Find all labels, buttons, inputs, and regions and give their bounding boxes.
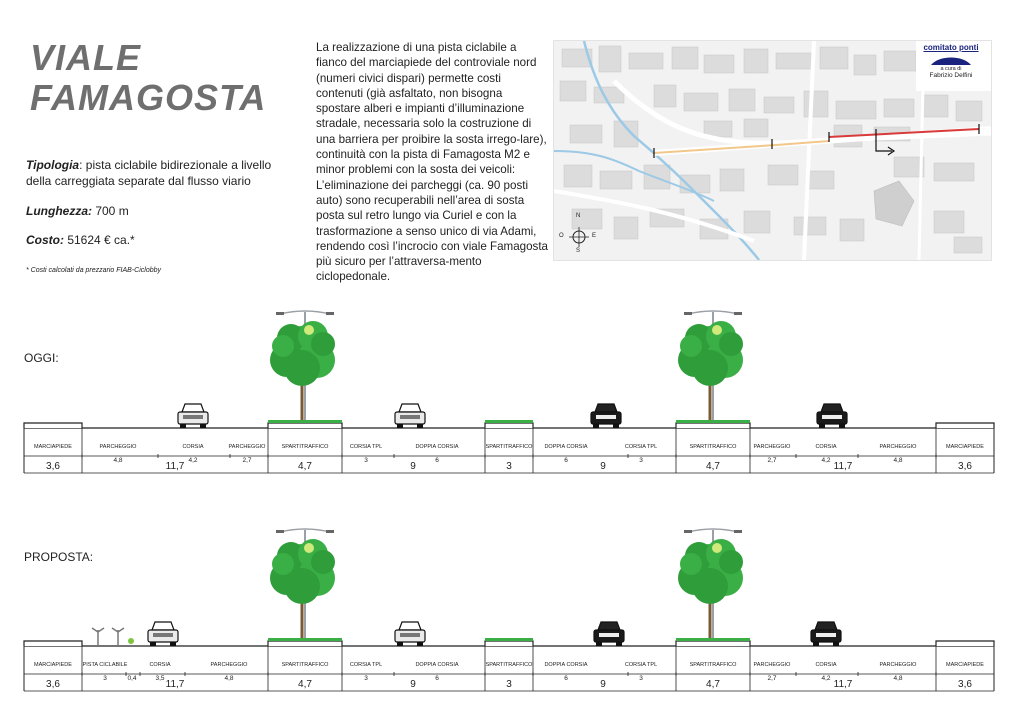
oggi-label: OGGI: — [24, 351, 59, 365]
oggi-tree-highlight-0 — [304, 325, 314, 335]
compass-n: N — [576, 213, 581, 219]
proposta-curb-block-2 — [485, 641, 533, 646]
proposta-tree-foliage-1-5 — [692, 568, 728, 604]
proposta-tree-foliage-0-6 — [272, 553, 294, 575]
oggi-segment-name-6: DOPPIA CORSIA — [415, 444, 459, 450]
oggi-car-wheel-right-3 — [839, 424, 845, 428]
proposta-car-wheel-left-3 — [813, 642, 819, 646]
costo-label: Costo: — [26, 233, 64, 247]
oggi-car-cabin-2 — [595, 404, 617, 412]
proposta-segment-width-12: 2,7 — [767, 675, 777, 682]
oggi-segment-width-1: 4,8 — [113, 457, 123, 464]
oggi-lamp-head-left-1 — [684, 312, 692, 315]
oggi-total-width-1: 11,7 — [165, 461, 185, 472]
oggi-curb-block-1 — [268, 423, 342, 428]
compass-e: E — [592, 233, 597, 239]
oggi-car-wheel-left-3 — [819, 424, 825, 428]
proposta-segment-name-6: CORSIA TPL — [349, 662, 383, 668]
oggi-segment-width-8: 6 — [564, 457, 568, 464]
oggi-car-wheel-right-1 — [417, 424, 423, 428]
oggi-segment-name-1: PARCHEGGIO — [99, 444, 137, 450]
proposta-lamp-head-right-1 — [734, 530, 742, 533]
oggi-segment-name-10: SPARTITRAFFICO — [689, 444, 737, 450]
oggi-car-wheel-left-1 — [397, 424, 403, 428]
oggi-total-width-5: 9 — [600, 461, 606, 472]
oggi-car-grille-0 — [183, 415, 203, 419]
oggi-curb-block-2 — [485, 423, 533, 428]
oggi-curb-block-4 — [936, 423, 994, 428]
oggi-total-width-3: 9 — [410, 461, 416, 472]
proposta-segment-width-6: 3 — [364, 675, 368, 682]
proposta-segment-name-15: MARCIAPIEDE — [946, 662, 984, 668]
proposta-car-grille-1 — [400, 633, 420, 637]
oggi-total-width-4: 3 — [506, 461, 512, 472]
proposta-segment-name-1: PISTA CICLABILE — [82, 662, 128, 668]
proposta-car-cabin-2 — [598, 622, 620, 630]
proposta-median-grass-2 — [676, 638, 750, 641]
oggi-lamp-head-right-0 — [326, 312, 334, 315]
proposta-lamp-head-left-1 — [684, 530, 692, 533]
proposta-curb-block-0 — [24, 641, 82, 646]
lunghezza-label: Lunghezza: — [26, 204, 92, 218]
proposta-total-width-7: 11,7 — [833, 679, 853, 690]
oggi-segment-name-3: PARCHEGGIO — [228, 444, 266, 450]
oggi-curb-block-0 — [24, 423, 82, 428]
proposta-segment-width-1: 3 — [103, 675, 107, 682]
proposta-segment-name-13: CORSIA — [815, 662, 837, 668]
proposta-total-width-0: 3,6 — [46, 679, 60, 690]
proposta-median-grass-0 — [268, 638, 342, 641]
costo-value: 51624 € ca.* — [64, 233, 135, 247]
oggi-tree-highlight-1 — [712, 325, 722, 335]
oggi-car-wheel-left-2 — [593, 424, 599, 428]
proposta-label: PROPOSTA: — [24, 550, 94, 564]
oggi-total-width-0: 3,6 — [46, 461, 60, 472]
oggi-segment-name-13: PARCHEGGIO — [879, 444, 917, 450]
proposta-tree-highlight-1 — [712, 543, 722, 553]
proposta-segment-width-9: 6 — [564, 675, 568, 682]
proposta-car-wheel-right-1 — [417, 642, 423, 646]
oggi-tree-foliage-0-5 — [284, 350, 320, 386]
proposta-car-grille-2 — [599, 633, 619, 637]
proposta-segment-width-13: 4,2 — [821, 675, 831, 682]
oggi-segment-width-13: 4,8 — [893, 457, 903, 464]
tipologia-text: : pista ciclabile bidirezionale a livello della carreggiata separate dal flusso viario — [26, 158, 272, 188]
proposta-curb-block-1 — [268, 641, 342, 646]
oggi-car-cabin-3 — [821, 404, 843, 412]
oggi-car-cabin-0 — [182, 404, 204, 412]
proposta-car-wheel-left-1 — [397, 642, 403, 646]
bridge-logo-icon — [931, 55, 971, 65]
oggi-median-grass-0 — [268, 420, 342, 423]
oggi-total-width-7: 11,7 — [833, 461, 853, 472]
oggi-segment-width-3: 2,7 — [242, 457, 252, 464]
proposta-segment-width-10: 3 — [639, 675, 643, 682]
brand-sub1: a cura di — [940, 66, 962, 72]
oggi-segment-name-9: CORSIA TPL — [624, 444, 658, 450]
proposta-car-grille-0 — [153, 633, 173, 637]
oggi-segment-width-9: 3 — [639, 457, 643, 464]
title-line-1: VIALE — [30, 37, 142, 78]
costo — [26, 232, 135, 248]
oggi-median-grass-1 — [485, 420, 533, 423]
proposta-car-cabin-1 — [399, 622, 421, 630]
proposta-segment-name-10: CORSIA TPL — [624, 662, 658, 668]
proposta-car-wheel-right-0 — [170, 642, 176, 646]
oggi-segment-name-8: DOPPIA CORSIA — [544, 444, 588, 450]
proposta-segment-width-3: 3,5 — [155, 675, 165, 682]
oggi-tree-foliage-1-7 — [719, 332, 743, 356]
proposta-total-width-4: 3 — [506, 679, 512, 690]
proposta-total-width-6: 4,7 — [706, 679, 720, 690]
oggi-segment-name-2: CORSIA — [182, 444, 204, 450]
oggi-segment-name-4: SPARTITRAFFICO — [281, 444, 329, 450]
oggi-tree-foliage-1-5 — [692, 350, 728, 386]
oggi-tree-foliage-1-6 — [680, 335, 702, 357]
lunghezza-value: 700 m — [92, 204, 129, 218]
brand-logo — [918, 43, 984, 79]
oggi-lamp-head-left-0 — [276, 312, 284, 315]
proposta-car-wheel-right-2 — [616, 642, 622, 646]
oggi-segment-width-2: 4,2 — [188, 457, 198, 464]
tipologia — [26, 157, 276, 189]
proposta-car-grille-3 — [816, 633, 836, 637]
oggi-segment-name-12: CORSIA — [815, 444, 837, 450]
proposta-car-wheel-left-2 — [596, 642, 602, 646]
oggi-segment-name-5: CORSIA TPL — [349, 444, 383, 450]
proposta-segment-name-11: SPARTITRAFFICO — [689, 662, 737, 668]
oggi-segment-width-6: 6 — [435, 457, 439, 464]
proposta-curb-block-3 — [676, 641, 750, 646]
proposta-segment-name-0: MARCIAPIEDE — [34, 662, 72, 668]
proposta-cross-section — [0, 518, 1024, 698]
oggi-tree-foliage-0-6 — [272, 335, 294, 357]
proposta-total-width-5: 9 — [600, 679, 606, 690]
compass-s: S — [576, 248, 581, 254]
oggi-curb-block-3 — [676, 423, 750, 428]
proposta-car-cabin-3 — [815, 622, 837, 630]
proposta-total-width-3: 9 — [410, 679, 416, 690]
proposta-car-wheel-left-0 — [150, 642, 156, 646]
proposta-segment-name-5: SPARTITRAFFICO — [281, 662, 329, 668]
proposta-segment-width-4: 4,8 — [224, 675, 234, 682]
oggi-segment-name-7: SPARTITRAFFICO — [485, 444, 533, 450]
proposta-segment-name-12: PARCHEGGIO — [753, 662, 791, 668]
proposta-segment-width-7: 6 — [435, 675, 439, 682]
proposta-segment-name-3: CORSIA — [149, 662, 171, 668]
oggi-car-cabin-1 — [399, 404, 421, 412]
oggi-car-wheel-left-0 — [180, 424, 186, 428]
proposta-tree-foliage-0-7 — [311, 550, 335, 574]
oggi-segment-name-11: PARCHEGGIO — [753, 444, 791, 450]
proposta-car-cabin-0 — [152, 622, 174, 630]
proposta-segment-name-8: SPARTITRAFFICO — [485, 662, 533, 668]
proposta-curb-block-4 — [936, 641, 994, 646]
oggi-median-grass-2 — [676, 420, 750, 423]
proposta-total-width-8: 3,6 — [958, 679, 972, 690]
oggi-segment-width-11: 2,7 — [767, 457, 777, 464]
proposta-segment-name-7: DOPPIA CORSIA — [415, 662, 459, 668]
oggi-segment-name-0: MARCIAPIEDE — [34, 444, 72, 450]
oggi-total-width-8: 3,6 — [958, 461, 972, 472]
page-title — [30, 38, 266, 118]
cost-note: * Costi calcolati da prezzario FIAB-Ciclobby — [26, 267, 161, 274]
oggi-total-width-2: 4,7 — [298, 461, 312, 472]
brand-sub2: Fabrizio Delfini — [929, 72, 973, 79]
proposta-total-width-2: 4,7 — [298, 679, 312, 690]
proposta-segment-name-9: DOPPIA CORSIA — [544, 662, 588, 668]
proposta-bollard-plant — [128, 638, 134, 644]
proposta-car-wheel-right-3 — [833, 642, 839, 646]
oggi-car-wheel-right-2 — [613, 424, 619, 428]
compass-o: O — [559, 233, 564, 239]
proposta-lamp-head-right-0 — [326, 530, 334, 533]
proposta-total-width-1: 11,7 — [165, 679, 185, 690]
oggi-segment-name-14: MARCIAPIEDE — [946, 444, 984, 450]
proposta-segment-name-14: PARCHEGGIO — [879, 662, 917, 668]
proposta-segment-name-4: PARCHEGGIO — [210, 662, 248, 668]
proposta-median-grass-1 — [485, 638, 533, 641]
oggi-lamp-head-right-1 — [734, 312, 742, 315]
brand-name: comitato ponti — [923, 43, 979, 52]
proposta-tree-foliage-0-5 — [284, 568, 320, 604]
proposta-tree-highlight-0 — [304, 543, 314, 553]
title-line-2: FAMAGOSTA — [30, 77, 267, 118]
oggi-total-width-6: 4,7 — [706, 461, 720, 472]
proposta-tree-foliage-1-6 — [680, 553, 702, 575]
proposta-segment-width-2: 0,4 — [127, 675, 137, 682]
oggi-car-grille-3 — [822, 415, 842, 419]
oggi-car-wheel-right-0 — [200, 424, 206, 428]
tipologia-label: Tipologia — [26, 158, 80, 172]
oggi-car-grille-2 — [596, 415, 616, 419]
proposta-tree-foliage-1-7 — [719, 550, 743, 574]
proposta-segment-width-14: 4,8 — [893, 675, 903, 682]
description: La realizzazione di una pista ciclabile a fianco del marciapiede del controviale nord (numeri civici dispari) permette costi contenuti (già asfaltato, non bisogna spostare alberi e impianti d’illuminazione stradale, necessaria solo la costruzione di una barriera per proibire la sosta irrego-lare), continuità con la pista di Famagosta M2 e minor problemi con la sosta dei veicoli: L’eliminazione dei parcheggi (ca. 90 posti auto) sono recuperabili nell’area di sosta posta sul retro lungo via Curiel e con la trasformazione a senso unico di via Adami, rendendo così l’incrocio con viale Famagosta più sicuro per l’attraversa-mento ciclopedonale. — [316, 41, 548, 284]
oggi-cross-section — [0, 300, 1024, 480]
lunghezza — [26, 203, 129, 219]
oggi-segment-width-12: 4,2 — [821, 457, 831, 464]
oggi-car-grille-1 — [400, 415, 420, 419]
proposta-lamp-head-left-0 — [276, 530, 284, 533]
oggi-segment-width-5: 3 — [364, 457, 368, 464]
oggi-tree-foliage-0-7 — [311, 332, 335, 356]
